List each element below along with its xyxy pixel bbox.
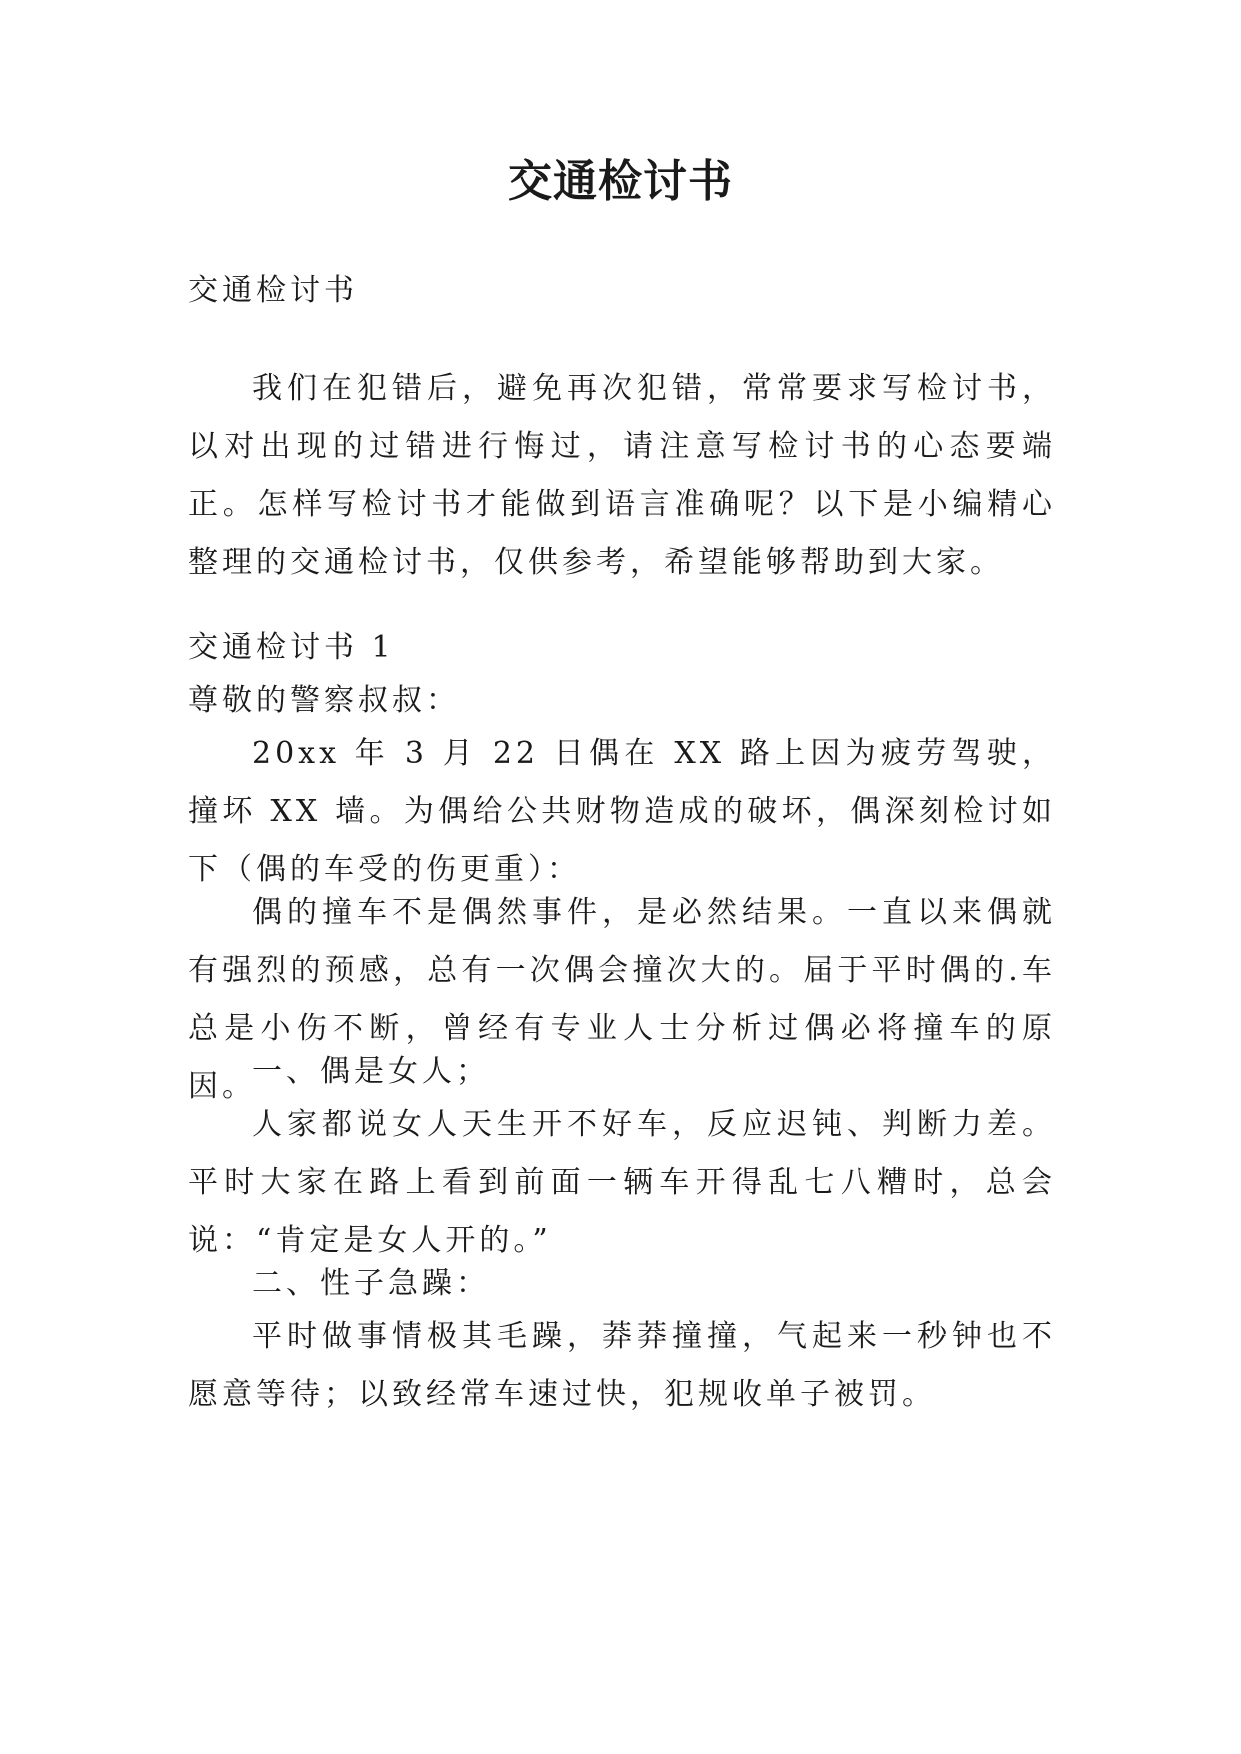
- body-paragraph-4: 平时做事情极其毛躁，莽莽撞撞，气起来一秒钟也不愿意等待；以致经常车速过快，犯规收单子被罚。: [188, 1319, 1056, 1412]
- body-paragraph-3: 人家都说女人天生开不好车，反应迟钝、判断力差。平时大家在路上看到前面一辆车开得乱七八糟时，总会说：“肯定是女人开的。”: [188, 1107, 1056, 1258]
- salutation: 尊敬的警察叔叔：: [188, 683, 460, 718]
- intro-paragraph: 我们在犯错后，避免再次犯错，常常要求写检讨书，以对出现的过错进行悔过，请注意写检讨书的心态要端正。怎样写检讨书才能做到语言准确呢？以下是小编精心整理的交通检讨书，仅供参考，希望能够帮助到大家。: [188, 371, 1056, 580]
- document-title: 交通检讨书: [508, 156, 733, 207]
- subtitle: 交通检讨书: [188, 273, 358, 308]
- point-two-heading: 二、性子急躁：: [252, 1266, 490, 1301]
- body-paragraph-1: 20xx 年 3 月 22 日偶在 XX 路上因为疲劳驾驶，撞坏 XX 墙。为偶给公共财物造成的破坏，偶深刻检讨如下（偶的车受的伤更重）：: [188, 736, 1056, 887]
- section-heading: 交通检讨书 1: [188, 630, 395, 665]
- point-one-heading: 一、偶是女人；: [252, 1054, 490, 1089]
- body-paragraph-2: 偶的撞车不是偶然事件，是必然结果。一直以来偶就有强烈的预感，总有一次偶会撞次大的。届于平时偶的.车总是小伤不断，曾经有专业人士分析过偶必将撞车的原因。: [188, 895, 1056, 1104]
